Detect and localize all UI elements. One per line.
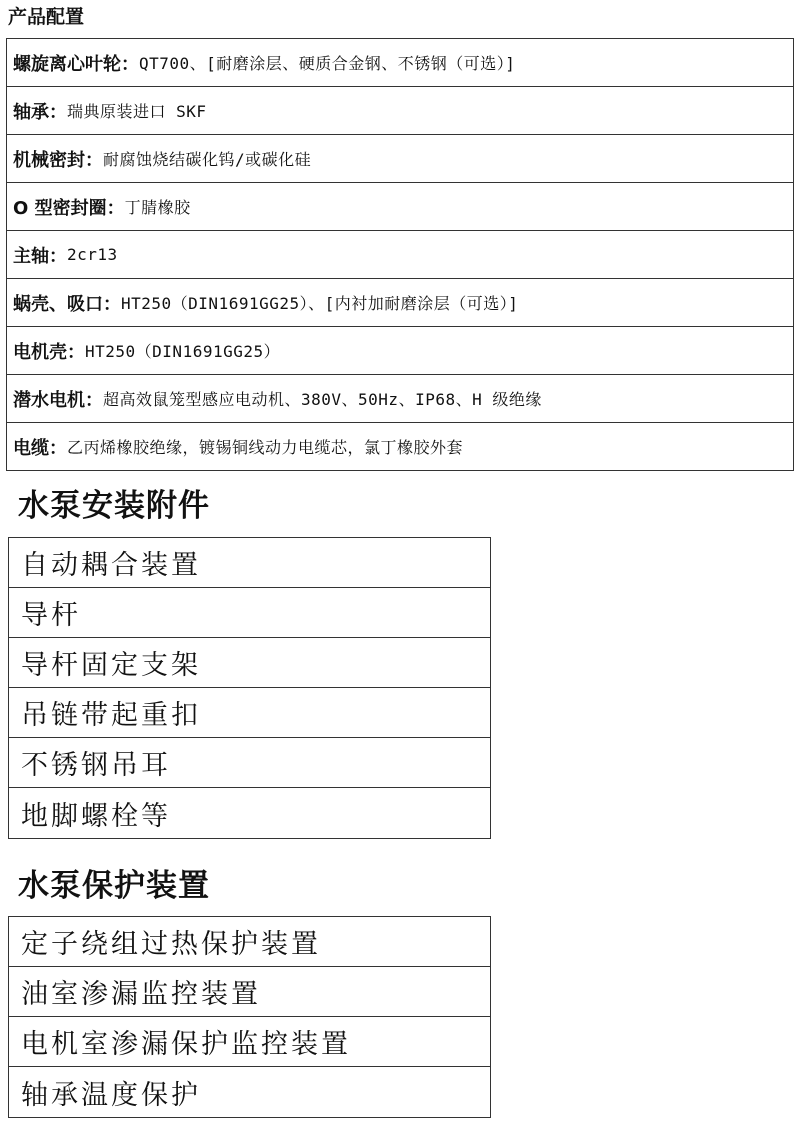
config-value: HT250（DIN1691GG25） (85, 342, 281, 361)
protection-title: 水泵保护装置 (18, 868, 210, 904)
list-item: 导杆 (9, 588, 490, 638)
config-value: 瑞典原装进口 SKF (67, 102, 207, 121)
config-row (7, 231, 793, 279)
config-value: HT250（DIN1691GG25）、[内衬加耐磨涂层（可选）] (121, 294, 519, 313)
list-item: 不锈钢吊耳 (9, 738, 490, 788)
list-item: 自动耦合装置 (9, 538, 490, 588)
list-item: 导杆固定支架 (9, 638, 490, 688)
config-row (7, 327, 793, 375)
config-label: 蜗壳、吸口： (13, 293, 121, 315)
config-value: 超高效鼠笼型感应电动机、380V、50Hz、IP68、H 级绝缘 (103, 390, 542, 409)
config-label: O 型密封圈： (13, 197, 125, 219)
config-value: 耐腐蚀烧结碳化钨/或碳化硅 (103, 150, 312, 169)
config-row (7, 183, 793, 231)
config-label: 主轴： (13, 245, 67, 267)
config-label: 螺旋离心叶轮： (13, 53, 139, 75)
list-item: 吊链带起重扣 (9, 688, 490, 738)
list-item: 定子绕组过热保护装置 (9, 917, 490, 967)
config-value: QT700、[耐磨涂层、硬质合金钢、不锈钢（可选）] (139, 54, 516, 73)
config-label: 轴承： (13, 101, 67, 123)
list-item: 油室渗漏监控装置 (9, 967, 490, 1017)
config-table (6, 38, 794, 471)
config-value: 2cr13 (67, 245, 118, 264)
config-label: 潜水电机： (13, 389, 103, 411)
config-row (7, 423, 793, 470)
config-row (7, 87, 793, 135)
accessories-title: 水泵安装附件 (18, 488, 210, 524)
accessories-list (8, 537, 491, 839)
list-item: 轴承温度保护 (21, 1079, 201, 1111)
config-row (7, 39, 793, 87)
list-item: 电机室渗漏保护监控装置 (9, 1017, 490, 1067)
protection-list (8, 916, 491, 1118)
page-title: 产品配置 (8, 6, 85, 28)
config-label: 电缆： (13, 437, 67, 459)
config-row (7, 135, 793, 183)
config-value: 丁腈橡胶 (124, 198, 191, 217)
config-row (7, 279, 793, 327)
config-value: 乙丙烯橡胶绝缘，镀锡铜线动力电缆芯，氯丁橡胶外套 (67, 438, 464, 457)
list-item: 地脚螺栓等 (21, 800, 171, 832)
config-row (7, 375, 793, 423)
config-label: 电机壳： (13, 341, 85, 363)
config-label: 机械密封： (13, 149, 103, 171)
